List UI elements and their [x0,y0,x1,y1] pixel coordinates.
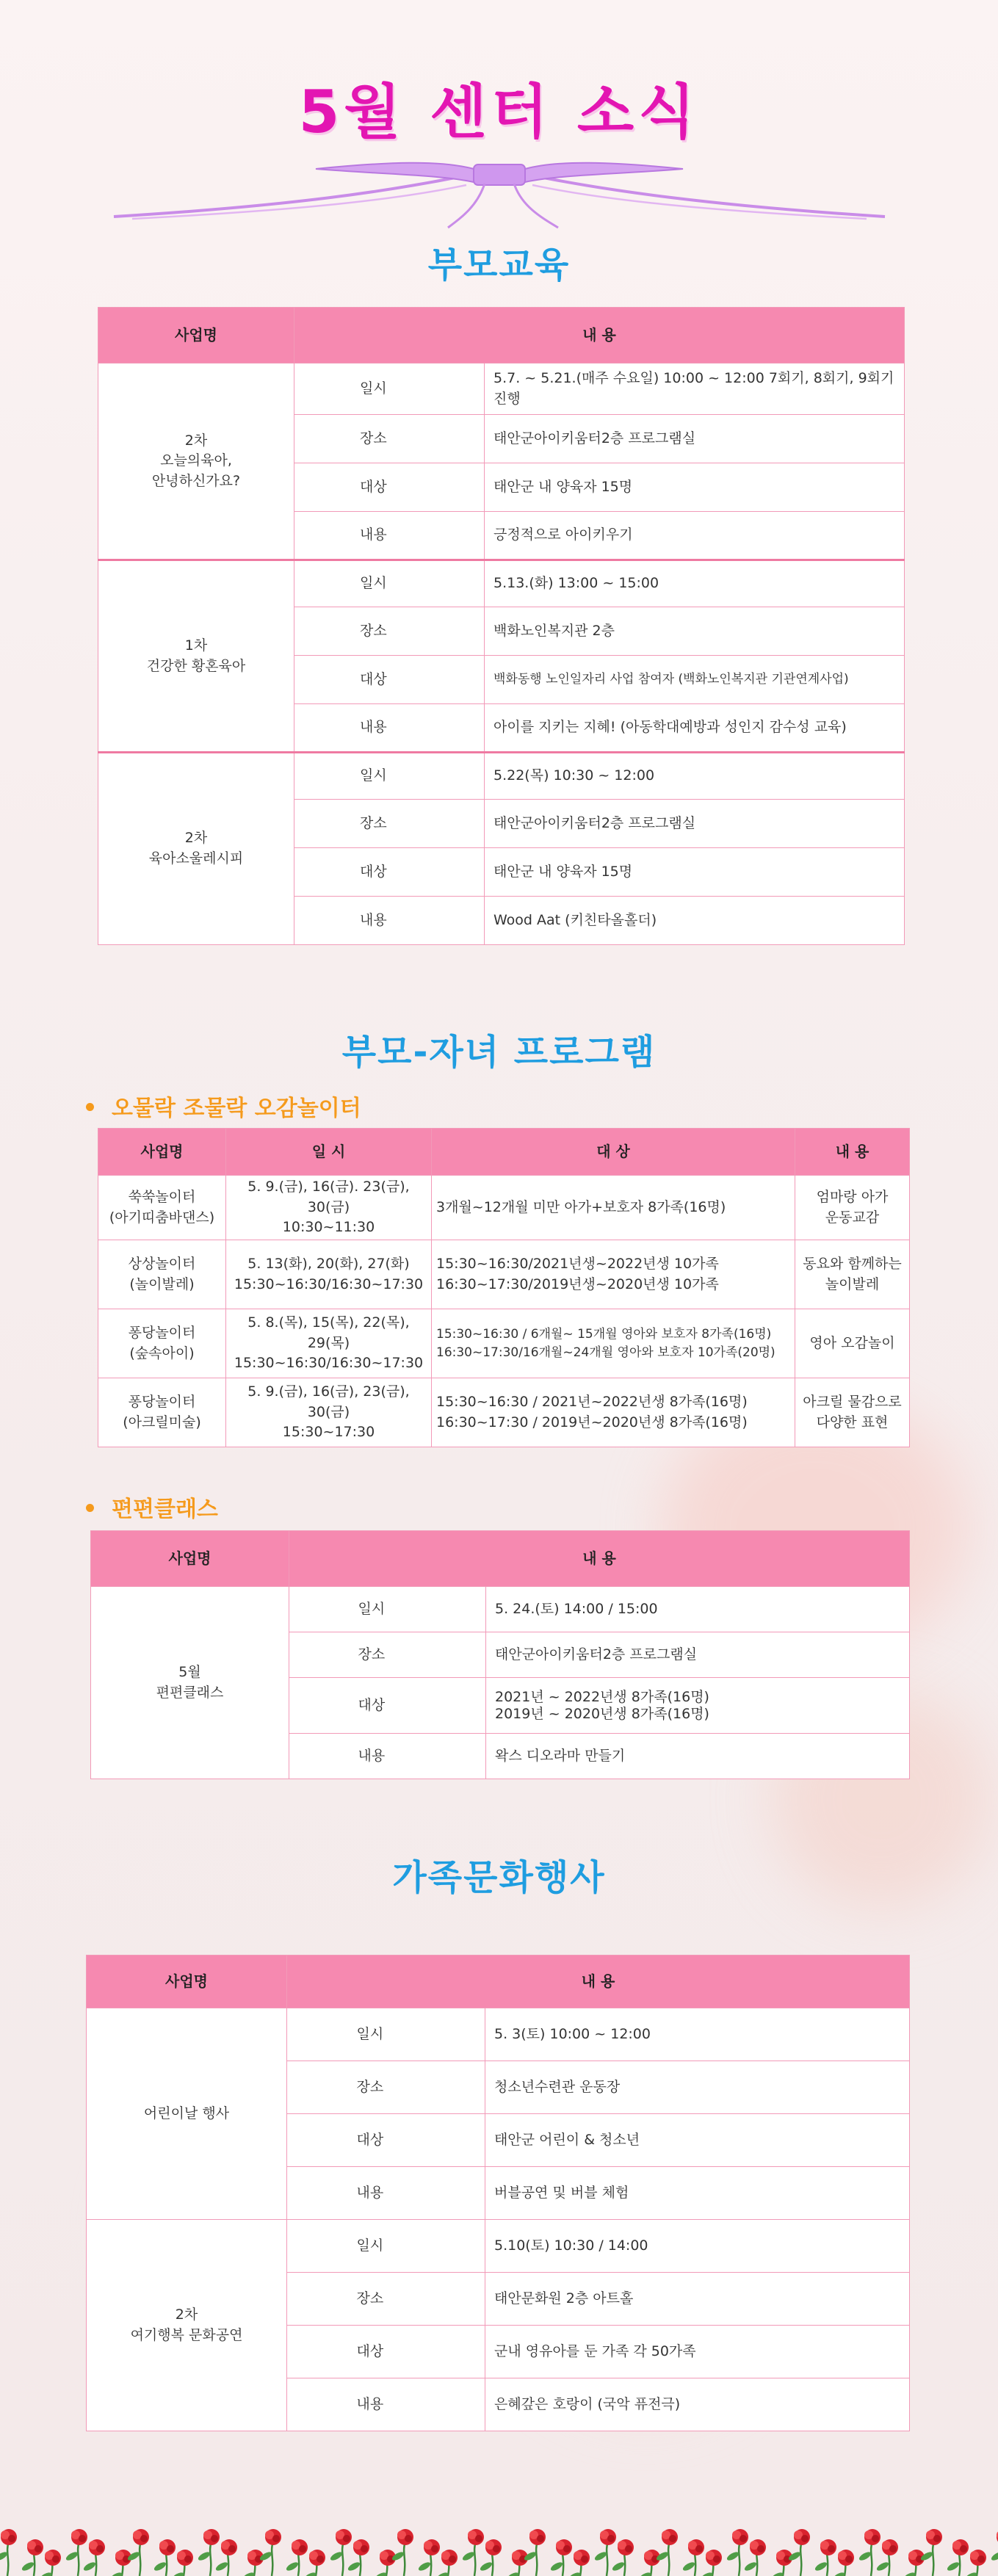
bullet-dot [86,1504,94,1512]
cell-date: 5. 13(화), 20(화), 27(화) 15:30~16:30/16:30~17:30 [226,1240,432,1309]
row-value-content: 아이를 지키는 지혜! (아동학대예방과 성인지 감수성 교육) [485,704,905,753]
row-label-target: 대상 [294,848,485,897]
row-value-content: 버블공연 및 버블 체험 [485,2167,910,2220]
section-title-family-culture: 가족문화행사 [392,1857,606,1898]
cell-name: 쑥쑥놀이터 (아기띠춤바댄스) [98,1176,226,1240]
header-content: 내 용 [294,308,905,363]
program-name: 어린이날 행사 [87,2008,287,2220]
cell-target: 15:30~16:30 / 2021년~2022년생 8가족(16명) 16:30~17:30 / 2019년~2020년생 8가족(16명) [432,1378,795,1447]
cell-target: 3개월~12개월 미만 아가+보호자 8가족(16명) [432,1176,795,1240]
row-value-place: 태안군아이키움터2층 프로그램실 [485,800,905,848]
row-value-content: 긍정적으로 아이키우기 [485,512,905,560]
row-label-target: 대상 [287,2326,485,2378]
cell-content: 동요와 함께하는 놀이발레 [795,1240,910,1309]
row-value-date: 5. 3(토) 10:00 ~ 12:00 [485,2008,910,2061]
row-label-place: 장소 [294,415,485,463]
row-value-target: 태안군 내 양육자 15명 [485,848,905,897]
row-label-target: 대상 [289,1678,486,1734]
page-title: 5월 센터 소식 [298,78,700,146]
cell-date: 5. 9.(금), 16(금). 23(금), 30(금) 10:30~11:30 [226,1176,432,1240]
ribbon-decoration [110,147,889,235]
header-program-name: 사업명 [98,1129,226,1176]
row-label-content: 내용 [287,2378,485,2431]
row-value-target: 백화동행 노인일자리 사업 참여자 (백화노인복지관 기관연계사업) [485,656,905,704]
header-content: 내 용 [289,1531,910,1587]
row-value-date: 5.13.(화) 13:00 ~ 15:00 [485,560,905,607]
cell-content: 영아 오감놀이 [795,1309,910,1378]
row-value-content: 은혜갚은 호랑이 (국악 퓨전극) [485,2378,910,2431]
row-value-date: 5. 24.(토) 14:00 / 15:00 [486,1587,910,1632]
row-label-place: 장소 [287,2273,485,2326]
row-label-date: 일시 [294,753,485,800]
sensory-play-table [98,1128,910,1447]
table-row [98,1309,910,1378]
row-label-date: 일시 [287,2220,485,2273]
cell-name: 상상놀이터 (놀이발레) [98,1240,226,1309]
program-name: 2차 육아소울레시피 [98,753,294,945]
row-label-date: 일시 [294,560,485,607]
row-label-place: 장소 [287,2061,485,2114]
section-title-parent-education: 부모교육 [427,245,571,286]
row-value-place: 청소년수련관 운동장 [485,2061,910,2114]
row-label-date: 일시 [287,2008,485,2061]
header-target: 대 상 [432,1129,795,1176]
row-label-target: 대상 [294,656,485,704]
bullet-dot [86,1103,94,1111]
row-value-date: 5.7. ~ 5.21.(매주 수요일) 10:00 ~ 12:00 7회기, 8회기, 9회기 진행 [485,363,905,415]
row-value-date: 5.22(목) 10:30 ~ 12:00 [485,753,905,800]
table-row [98,1240,910,1309]
family-culture-table [86,1955,910,2431]
row-value-place: 태안군아이키움터2층 프로그램실 [486,1632,910,1678]
row-label-place: 장소 [294,800,485,848]
row-value-place: 태안군아이키움터2층 프로그램실 [485,415,905,463]
row-label-place: 장소 [294,607,485,656]
cell-name: 퐁당놀이터 (숲속아이) [98,1309,226,1378]
program-name: 5월 편편클래스 [91,1587,289,1779]
table-row [98,1378,910,1447]
cell-date: 5. 8.(목), 15(목), 22(목), 29(목) 15:30~16:30/16:30~17:30 [226,1309,432,1378]
header-date: 일 시 [226,1129,432,1176]
row-label-date: 일시 [289,1587,486,1632]
row-value-place: 백화노인복지관 2층 [485,607,905,656]
header-program-name: 사업명 [98,308,294,363]
row-label-content: 내용 [289,1734,486,1779]
parent-education-table [98,307,905,945]
row-label-content: 내용 [294,704,485,753]
cell-target: 15:30~16:30 / 6개월~ 15개월 영아와 보호자 8가족(16명) 16:30~17:30/16개월~24개월 영아와 보호자 10가족(20명) [432,1309,795,1378]
header-program-name: 사업명 [91,1531,289,1587]
subsection-title-class: 편편클래스 [86,1491,218,1523]
row-label-content: 내용 [294,897,485,945]
program-name: 1차 건강한 황혼육아 [98,560,294,753]
header-content: 내 용 [287,1955,910,2008]
subsection-title-sensory-play: 오물락 조물락 오감놀이터 [86,1090,361,1122]
class-table [90,1530,910,1779]
cell-content: 엄마랑 아가 운동교감 [795,1176,910,1240]
cell-target: 15:30~16:30/2021년생~2022년생 10가족 16:30~17:30/2019년생~2020년생 10가족 [432,1240,795,1309]
flower-border-decoration [0,2508,998,2576]
row-value-date: 5.10(토) 10:30 / 14:00 [485,2220,910,2273]
header-content: 내 용 [795,1129,910,1176]
row-value-place: 태안문화원 2층 아트홀 [485,2273,910,2326]
row-label-target: 대상 [294,463,485,512]
row-value-target: 2021년 ~ 2022년생 8가족(16명) 2019년 ~ 2020년생 8가족(16명) [486,1678,910,1734]
cell-content: 아크릴 물감으로 다양한 표현 [795,1378,910,1447]
row-label-target: 대상 [287,2114,485,2167]
row-value-target: 군내 영유아를 둔 가족 각 50가족 [485,2326,910,2378]
row-value-target: 태안군 어린이 & 청소년 [485,2114,910,2167]
row-label-content: 내용 [287,2167,485,2220]
header-program-name: 사업명 [87,1955,287,2008]
program-name: 2차 여기행복 문화공연 [87,2220,287,2431]
row-label-date: 일시 [294,363,485,415]
row-value-content: 왁스 디오라마 만들기 [486,1734,910,1779]
cell-date: 5. 9.(금), 16(금), 23(금), 30(금) 15:30~17:30 [226,1378,432,1447]
table-row [98,1176,910,1240]
cell-name: 퐁당놀이터 (아크릴미술) [98,1378,226,1447]
row-value-target: 태안군 내 양육자 15명 [485,463,905,512]
row-label-place: 장소 [289,1632,486,1678]
section-title-parent-child: 부모-자녀 프로그램 [341,1032,657,1073]
row-value-content: Wood Aat (키친타올홀더) [485,897,905,945]
program-name: 2차 오늘의육아, 안녕하신가요? [98,363,294,560]
row-label-content: 내용 [294,512,485,560]
